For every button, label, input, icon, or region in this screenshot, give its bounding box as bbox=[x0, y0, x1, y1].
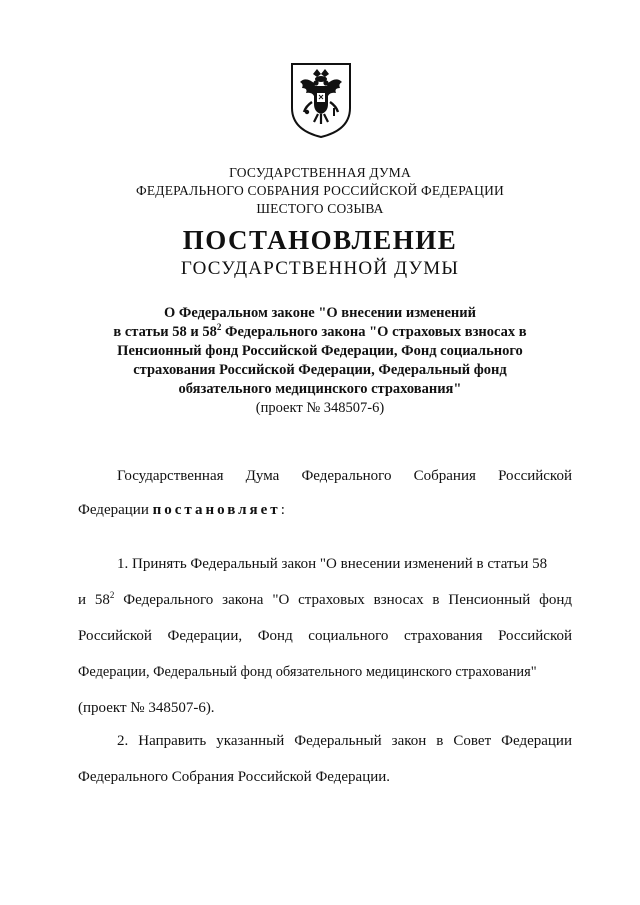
intro-line-2: Федерации постановляет: bbox=[78, 502, 285, 518]
paragraph-1-line-5: (проект № 348507-6). bbox=[78, 700, 215, 716]
paragraph-1-line-1: 1. Принять Федеральный закон "О внесении изменений в статьи 58 bbox=[117, 556, 548, 572]
paragraph-1-line-3: Российской Федерации, Фонд социального страхования Российской bbox=[78, 628, 572, 644]
org-line-2: ФЕДЕРАЛЬНОГО СОБРАНИЯ РОССИЙСКОЙ ФЕДЕРАЦИИ bbox=[136, 183, 504, 198]
coat-of-arms-icon bbox=[288, 60, 354, 140]
paragraph-2-line-2: Федерального Собрания Российской Федерации. bbox=[78, 769, 391, 785]
paragraph-1-line-2: и $58^2$ Федерального закона "О страховых взносах в Пенсионный фонд bbox=[78, 590, 572, 608]
subject-line-1: О Федеральном законе "О внесении изменений bbox=[164, 305, 476, 321]
subject-line-3: Пенсионный фонд Российской Федерации, Фонд социального bbox=[117, 343, 523, 359]
intro-line-1: Государственная Дума Федерального Собрания Российской bbox=[117, 468, 572, 484]
doc-type-title: ПОСТАНОВЛЕНИЕ bbox=[182, 225, 458, 255]
subject-line-4: страхования Российской Федерации, Федеральный фонд bbox=[133, 362, 507, 378]
doc-type-subtitle: ГОСУДАРСТВЕННОЙ ДУМЫ bbox=[180, 258, 460, 279]
subject-project-number: (проект № 348507-6) bbox=[255, 400, 385, 416]
org-line-3: ШЕСТОГО СОЗЫВА bbox=[256, 201, 384, 216]
org-line-1: ГОСУДАРСТВЕННАЯ ДУМА bbox=[229, 165, 411, 180]
paragraph-2-line-1: 2. Направить указанный Федеральный закон в Совет Федерации bbox=[117, 733, 572, 749]
paragraph-1-line-4: Федерации, Федеральный фонд обязательного медицинского страхования" bbox=[78, 664, 537, 680]
subject-line-5: обязательного медицинского страхования" bbox=[178, 381, 462, 397]
subject-line-2: в статьи 58 и $58^2$ Федерального закона "О страховых взносах в bbox=[113, 322, 527, 340]
